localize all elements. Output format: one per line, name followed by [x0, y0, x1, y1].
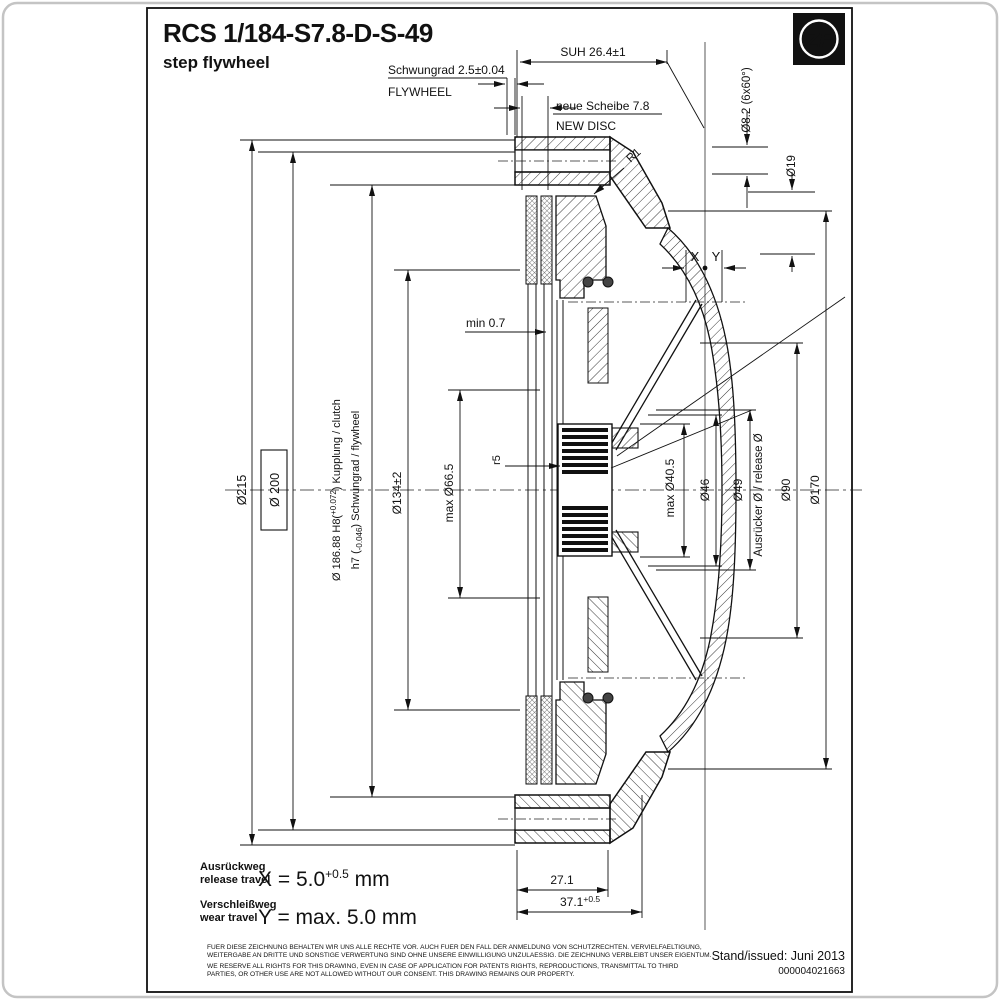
dim-flywheel-en: FLYWHEEL [388, 85, 452, 99]
legal-text [207, 944, 712, 978]
drawing-subtitle: step flywheel [163, 53, 270, 72]
dim-r5: r5 [491, 455, 503, 465]
y-travel-value: Y = max. 5.0 mm [258, 906, 417, 929]
dim-dia405: max Ø40.5 [663, 458, 677, 518]
dim-271: 27.1 [550, 873, 574, 887]
dim-371: $37.1^{+0.5}$ [560, 894, 601, 909]
dim-dia46: Ø46 [698, 478, 712, 502]
release-travel-en: release travel [200, 874, 271, 886]
wear-travel-en: wear travel [200, 912, 258, 924]
dim-suh: SUH 26.4±1 [560, 45, 626, 59]
legal-en-line1: WE RESERVE ALL RIGHTS FOR THIS DRAWING, EVEN IN CASE OF APPLICATION FOR PATENTS RIGHTS, REPRODUCTIONS, TRANSMITTAL TO THIRD [207, 963, 679, 970]
upper-half-section [498, 137, 702, 450]
dim-dia170: Ø170 [808, 475, 822, 505]
zf-logo [793, 13, 845, 65]
dim-release-label: Ausrücker Ø / release Ø [753, 433, 765, 557]
dim-dia90: Ø90 [779, 478, 793, 502]
dim-dia200: Ø 200 [268, 472, 282, 508]
doc-number: 000004021663 [778, 966, 845, 977]
dim-pilot-line2: h7 $(_{-0.046})$ Schwungrad / flywheel [350, 410, 364, 570]
travel-notes [199, 861, 417, 929]
dim-y-label: Y [711, 249, 721, 264]
dim-x-label: X [690, 249, 700, 264]
legal-de-line1: FUER DIESE ZEICHNUNG BEHALTEN WIR UNS ALLE RECHTE VOR. AUCH FUER DEN FALL DER ANMELDUNG VON SCHUTZRECHTEN. VERVIELFAELTIGUNG, [207, 944, 702, 951]
legal-en-line2: PARTIES, OR OTHER USE ARE NOT ALLOWED WITHOUT OUR CONSENT. THIS DRAWING REMAINS OUR PROPERTY. [207, 971, 575, 978]
issued-date: Stand/issued: Juni 2013 [711, 949, 845, 963]
dim-min07: min 0.7 [466, 316, 506, 330]
dim-dia134: Ø134±2 [390, 471, 404, 515]
wear-travel-de: Verschleißweg [200, 899, 277, 911]
splined-hub [558, 424, 612, 556]
dim-dia19: Ø19 [786, 155, 798, 177]
dim-new-disc-en: NEW DISC [556, 119, 616, 133]
release-travel-de: Ausrückweg [200, 861, 266, 873]
xy-reference-dot [703, 266, 708, 271]
dim-dia49: Ø49 [731, 478, 745, 502]
x-travel-value: $X = 5.0^{+0.5}$ mm [258, 867, 390, 891]
dim-r1: R1 [624, 146, 644, 166]
dim-dia665: max Ø66.5 [442, 463, 456, 523]
dim-pilot-line1: Ø 186.88 H8($^{+0.072}$) Kupplung / clutch [329, 399, 343, 581]
drawing-frame [147, 8, 852, 992]
dim-dia215: Ø215 [235, 474, 249, 506]
dim-bolt-pattern: Ø8.2 (6x60°) [741, 67, 753, 133]
drawing-title: RCS 1/184-S7.8-D-S-49 [163, 18, 433, 48]
dim-new-disc-de: neue Scheibe 7.8 [556, 99, 650, 113]
zf-logo-text: ZF [806, 29, 832, 52]
dim-flywheel-de: Schwungrad 2.5±0.04 [388, 63, 505, 77]
legal-de-line2: WEITERGABE AN DRITTE UND SONSTIGE VERWERTUNG SIND OHNE UNSERE EINWILLIGUNG UNZULAESSIG. DIE ZEICHNUNG VERBLEIBT UNSER EIGENTUM. [207, 952, 712, 959]
